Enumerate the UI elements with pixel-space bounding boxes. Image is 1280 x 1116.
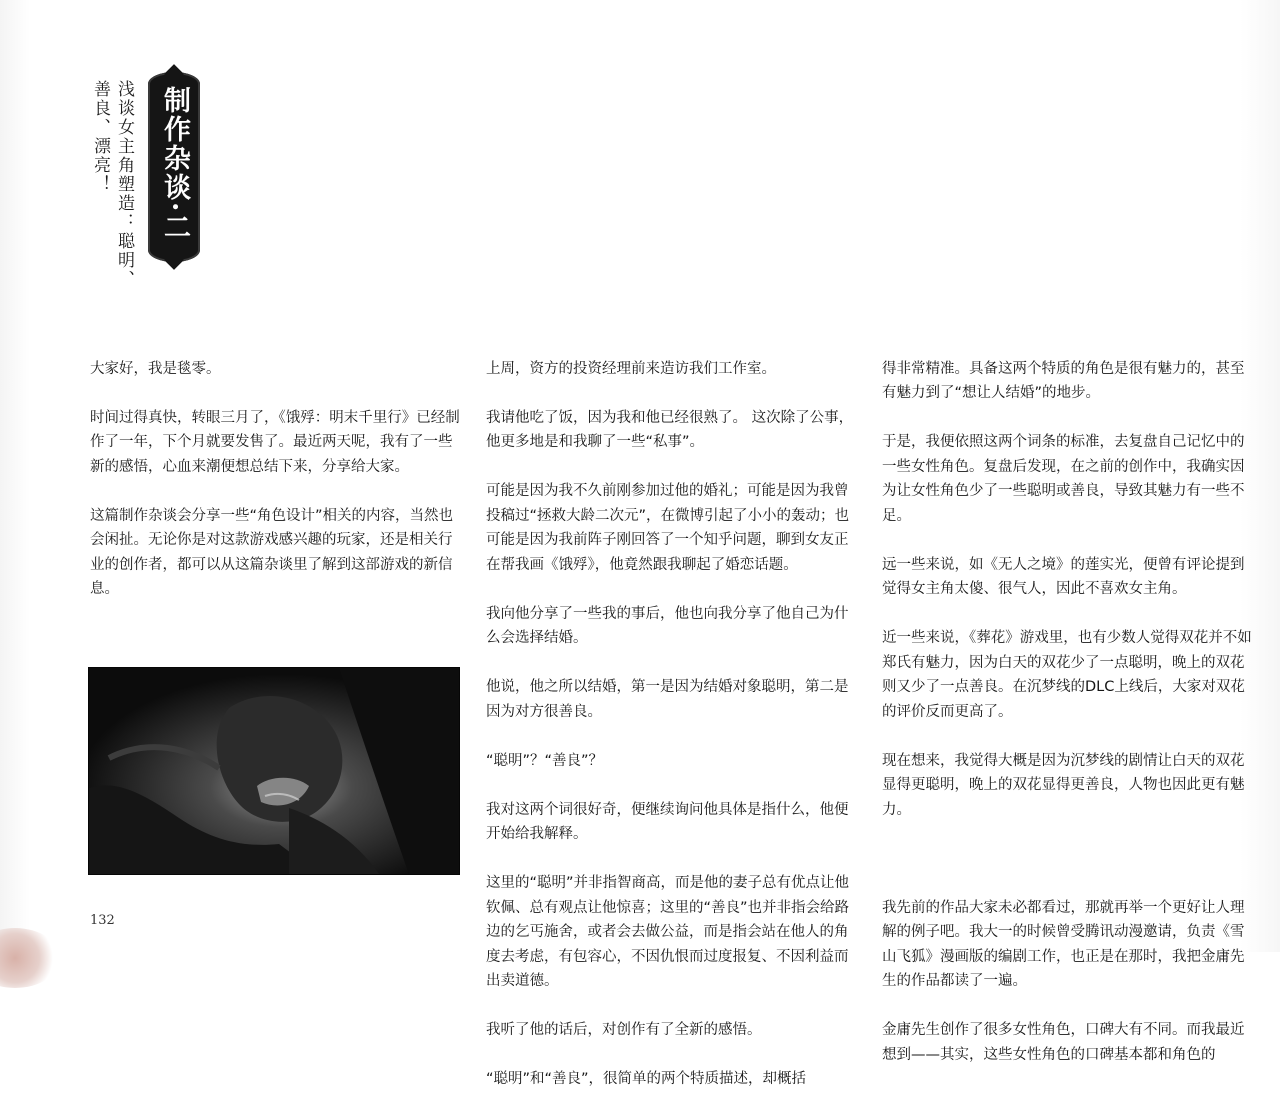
paragraph: 这里的“聪明”并非指智商高，而是他的妻子总有优点让他钦佩、总有观点让他惊喜；这里的“善良”也并非指会给路边的乞丐施舍，或者会去做公益，而是指会站在他人的角度去考虑，有包容心，不因仇恨而过度报复、不因利益而出卖道德。	[486, 875, 850, 989]
paragraph: 得非常精准。具备这两个特质的角色是很有魅力的，甚至有魅力到了“想让人结婚”的地步。	[882, 360, 1245, 401]
paragraph: 于是，我便依照这两个词条的标准，去复盘自己记忆中的一些女性角色。复盘后发现，在之前的创作中，我确实因为让女性角色少了一些聪明或善良，导致其魅力有一些不足。	[882, 434, 1245, 524]
paragraph: “聪明”？“善良”？	[486, 752, 604, 769]
paragraph: 时间过得真快，转眼三月了，《饿殍：明末千里行》已经制作了一年，下个月就要发售了。最近两天呢，我有了一些新的感悟，心血来潮便想总结下来，分享给大家。	[90, 409, 460, 475]
paragraph: 这篇制作杂谈会分享一些“角色设计”相关的内容，当然也会闲扯。无论你是对这款游戏感兴趣的玩家，还是相关行业的创作者，都可以从这篇杂谈里了解到这部游戏的新信息。	[90, 507, 454, 597]
paragraph: 我请他吃了饭，因为我和他已经很熟了。 这次除了公事，他更多地是和我聊了一些“私事”。	[486, 409, 854, 450]
paragraph: 我向他分享了一些我的事后，他也向我分享了他自己为什么会选择结婚。	[486, 605, 849, 646]
paragraph: 可能是因为我不久前刚参加过他的婚礼；可能是因为我曾投稿过“拯救大龄二次元”，在微博引起了小小的轰动；也可能是因为我前阵子刚回答了一个知乎问题，聊到女友正在帮我画《饿殍》，他竟然跟我聊起了婚恋话题。	[486, 483, 850, 573]
illustration-art	[89, 668, 459, 874]
paragraph: 现在想来，我觉得大概是因为沉梦线的剧情让白天的双花显得更聪明，晚上的双花显得更善良，人物也因此更有魅力。	[882, 752, 1245, 818]
text-column-1	[90, 332, 460, 724]
paragraph: 远一些来说，如《无人之境》的莲实光，便曾有评论提到觉得女主角太傻、很气人，因此不喜欢女主角。	[882, 556, 1245, 597]
story-illustration	[88, 667, 460, 875]
paragraph: 我先前的作品大家未必都看过，那就再举一个更好让人理解的例子吧。我大一的时候曾受腾讯动漫邀请，负责《雪山飞狐》漫画版的编剧工作，也正是在那时，我把金庸先生的作品都读了一遍。	[882, 899, 1245, 989]
text-column-3	[882, 332, 1258, 1092]
subtitle-line-1: 浅谈女主角塑造：聪明、	[114, 80, 134, 289]
page-number: 132	[90, 913, 115, 928]
title-banner	[148, 72, 200, 262]
text-column-2	[486, 332, 856, 1116]
paragraph: 他说，他之所以结婚，第一是因为结婚对象聪明，第二是因为对方很善良。	[486, 679, 849, 720]
paragraph: 近一些来说，《葬花》游戏里，也有少数人觉得双花并不如郑氏有魅力，因为白天的双花少了一点聪明，晚上的双花则又少了一点善良。在沉梦线的DLC上线后，大家对双花的评价反而更高了。	[882, 630, 1252, 720]
paragraph: 金庸先生创作了很多女性角色，口碑大有不同。而我最近想到——其实，这些女性角色的口碑基本都和角色的	[882, 1022, 1245, 1063]
paragraph: 上周，资方的投资经理前来造访我们工作室。	[486, 360, 776, 377]
paragraph: 大家好，我是毯零。	[90, 360, 221, 377]
paragraph: 我对这两个词很好奇，便继续询问他具体是指什么，他便开始给我解释。	[486, 801, 849, 842]
paragraph: “聪明”和“善良”，很简单的两个特质描述，却概括	[486, 1071, 807, 1087]
paragraph: 我听了他的话后，对创作有了全新的感悟。	[486, 1022, 762, 1038]
subtitle-line-2: 善良、漂亮！	[90, 80, 110, 194]
section-title: 制作杂谈·二	[159, 86, 190, 243]
